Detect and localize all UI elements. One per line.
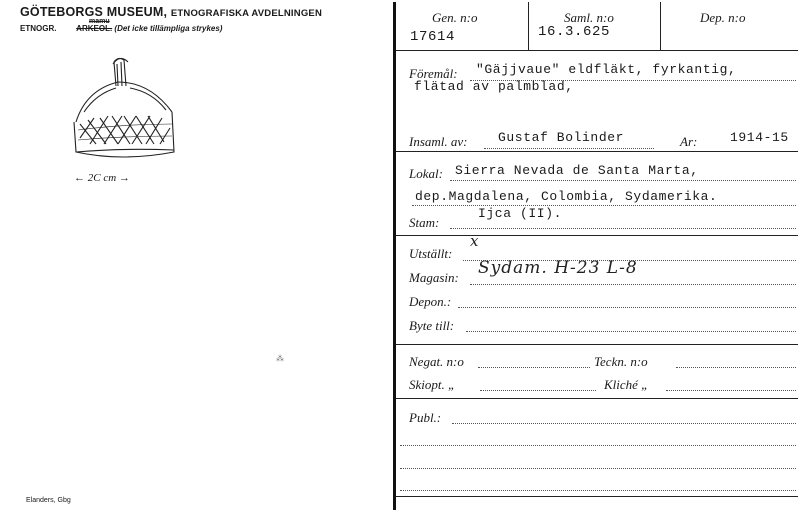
mark: ⁂ [276,354,284,363]
ar-value: 1914-15 [730,130,789,145]
foremal-label: Föremål: [409,66,458,81]
arkeol-label: ARKEOL. [76,24,113,33]
row-divider [396,151,798,152]
magasin-value: Sydam. H-23 L-8 [478,258,638,278]
teckn-label: Teckn. n:o [594,354,648,369]
magasin-label: Magasin: [409,270,459,285]
dotted-line [400,445,796,446]
skiopt-label: Skiopt. „ [409,377,456,392]
dotted-line [470,284,796,285]
foremal-line-2: flätad av palmblad, [414,79,574,94]
lokal-line-2: dep.Magdalena, Colombia, Sydamerika. [415,189,718,204]
printer-name: Elanders, Gbg [26,497,71,504]
dotted-line [480,390,596,391]
gen-no-label: Gen. n:o [432,10,478,25]
utstallt-value: x [470,232,480,250]
foremal-line-1: "Gäjjvaue" eldfläkt, fyrkantig, [476,62,737,77]
handwritten-mamu: mamu [89,18,110,25]
kliche-label: Kliché „ [604,377,649,392]
saml-no-label: Saml. n:o [564,10,614,25]
ar-label: Ar: [680,134,698,149]
dotted-line [450,180,796,181]
row-divider [396,344,798,345]
etnogr-label: ETNOGR. [20,24,57,33]
lokal-label: Lokal: [409,166,443,181]
department-name: ETNOGRAFISKA AVDELNINGEN [170,8,323,19]
saml-no-value: 16.3.625 [538,24,611,40]
dotted-line [450,228,796,229]
museum-header [20,5,322,19]
publ-label: Publ.: [409,410,442,425]
utstallt-label: Utställt: [409,246,453,261]
negat-label: Negat. n:o [409,354,464,369]
row-divider [396,50,798,51]
lokal-line-1: Sierra Nevada de Santa Marta, [455,163,699,178]
row-divider [396,496,798,497]
dotted-line [458,307,796,308]
byte-till-label: Byte till: [409,318,455,333]
dep-no-label: Dep. n:o [700,10,746,25]
museum-name: GÖTEBORGS MUSEUM, [20,5,168,19]
dotted-line [478,367,590,368]
dotted-line [400,468,796,469]
column-divider [660,2,661,50]
dotted-line [676,367,796,368]
depon-label: Depon.: [409,294,452,309]
insaml-label: Insaml. av: [409,134,468,149]
dotted-line [400,490,796,491]
strike-note: (Det icke tillämpliga strykes) [114,24,223,33]
column-divider [528,2,529,50]
fan-sketch-drawing [66,52,186,164]
category-line [20,24,222,33]
stam-value: Ijca (II). [478,206,563,221]
insaml-value: Gustaf Bolinder [498,130,625,145]
stam-label: Stam: [409,215,440,230]
dotted-line [666,390,796,391]
dotted-line [412,205,796,206]
dimension-note: ← 2C cm → [74,172,130,184]
gen-no-value: 17614 [410,29,456,45]
dotted-line [484,148,654,149]
row-divider [396,398,798,399]
dotted-line [452,423,796,424]
dotted-line [466,331,796,332]
row-divider [396,235,798,236]
